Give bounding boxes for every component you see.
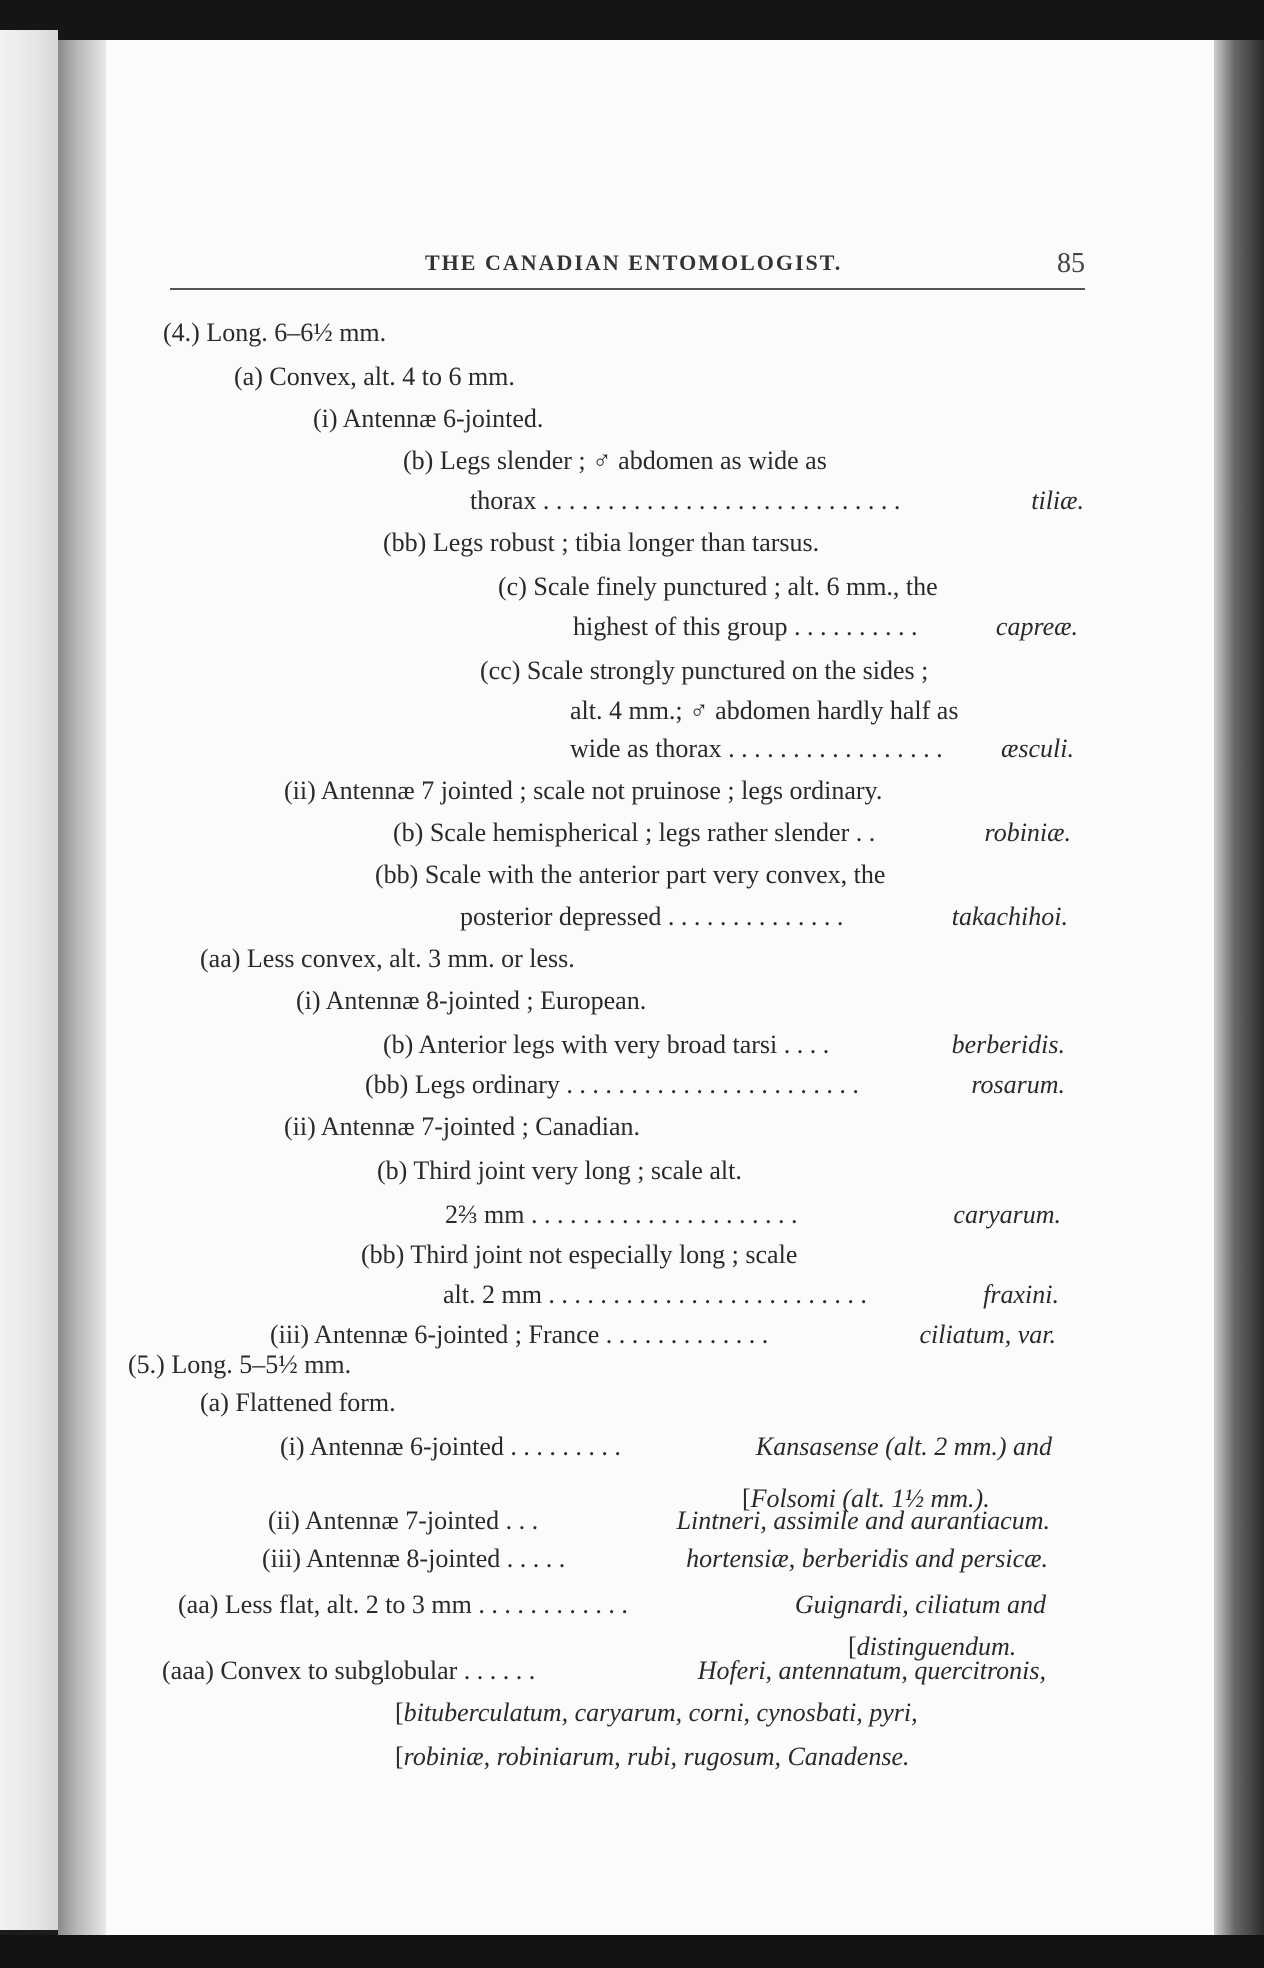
species-name: robiniæ, robiniarum, rubi, rugosum, Canadense. xyxy=(403,1742,910,1771)
key-line: highest of this group . . . . . . . . . . capreæ. xyxy=(573,612,1078,641)
scan-bottom-border xyxy=(0,1935,1264,1968)
key-line: (cc) Scale strongly punctured on the sides ; xyxy=(480,656,929,685)
key-line: [Folsomi (alt. 1½ mm.). xyxy=(742,1484,990,1513)
page-number: 85 xyxy=(1057,248,1085,279)
species-name: distinguendum. xyxy=(856,1632,1017,1661)
key-line: (b) Third joint very long ; scale alt. xyxy=(377,1156,742,1185)
species-name: Lintneri, assimile and aurantiacum. xyxy=(676,1506,1050,1535)
key-line: (i) Antennæ 8-jointed ; European. xyxy=(296,986,647,1015)
scan-left-border xyxy=(0,30,58,1930)
key-line: (aaa) Convex to subglobular . . . . . . Hoferi, antennatum, quercitronis, xyxy=(162,1656,1046,1685)
key-line: 2⅔ mm . . . . . . . . . . . . . . . . . . . . . caryarum. xyxy=(445,1200,1061,1229)
species-name: Folsomi (alt. 1½ mm.). xyxy=(750,1484,990,1513)
key-line: (b) Legs slender ; ♂ abdomen as wide as xyxy=(403,446,827,475)
key-line: (bb) Scale with the anterior part very convex, the xyxy=(375,860,886,889)
key-line: (c) Scale finely punctured ; alt. 6 mm., the xyxy=(498,572,938,601)
key-line: [robiniæ, robiniarum, rubi, rugosum, Canadense. xyxy=(395,1742,910,1771)
key-line: posterior depressed . . . . . . . . . . . . . . takachihoi. xyxy=(460,902,1068,931)
species-name: fraxini. xyxy=(983,1280,1059,1309)
key-line: [distinguendum. xyxy=(848,1632,1017,1661)
key-line: (a) Flattened form. xyxy=(200,1388,396,1417)
species-name: capreæ. xyxy=(995,612,1078,641)
species-name: rosarum. xyxy=(971,1070,1065,1099)
running-title: THE CANADIAN ENTOMOLOGIST. xyxy=(425,250,843,275)
key-line: (b) Anterior legs with very broad tarsi . . . . berberidis. xyxy=(383,1030,1065,1059)
key-line: [bituberculatum, caryarum, corni, cynosbati, pyri, xyxy=(395,1698,918,1727)
key-line: (b) Scale hemispherical ; legs rather slender . . robiniæ. xyxy=(393,818,1071,847)
species-name: Kansasense (alt. 2 mm.) and xyxy=(755,1432,1052,1461)
species-name: tiliæ. xyxy=(1031,486,1084,515)
species-name: caryarum. xyxy=(953,1200,1061,1229)
species-name: berberidis. xyxy=(951,1030,1065,1059)
header-rule xyxy=(170,288,1085,290)
key-line: (a) Convex, alt. 4 to 6 mm. xyxy=(234,362,515,391)
species-name: Hoferi, antennatum, quercitronis, xyxy=(697,1656,1046,1685)
page-gutter-shadow xyxy=(58,40,106,1940)
key-line: (ii) Antennæ 7 jointed ; scale not pruinose ; legs ordinary. xyxy=(284,776,883,805)
key-line: (i) Antennæ 6-jointed . . . . . . . . . Kansasense (alt. 2 mm.) and xyxy=(280,1432,1052,1461)
species-name: hortensiæ, berberidis and persicæ. xyxy=(686,1544,1048,1573)
key-line: thorax . . . . . . . . . . . . . . . . . . . . . . . . . . . . tiliæ. xyxy=(470,486,1084,515)
species-name: robiniæ. xyxy=(984,818,1071,847)
key-line: (aa) Less flat, alt. 2 to 3 mm . . . . . . . . . . . . Guignardi, ciliatum and xyxy=(178,1590,1046,1619)
key-line: (ii) Antennæ 7-jointed ; Canadian. xyxy=(284,1112,640,1141)
page-header xyxy=(0,246,1264,286)
key-line: (aa) Less convex, alt. 3 mm. or less. xyxy=(200,944,575,973)
key-line: (bb) Legs robust ; tibia longer than tarsus. xyxy=(383,528,820,557)
key-line: wide as thorax . . . . . . . . . . . . . . . . . æsculi. xyxy=(570,734,1074,763)
species-name: takachihoi. xyxy=(951,902,1068,931)
key-line: (ii) Antennæ 7-jointed . . . Lintneri, assimile and aurantiacum. xyxy=(268,1506,1050,1535)
key-line: (iii) Antennæ 8-jointed . . . . . hortensiæ, berberidis and persicæ. xyxy=(262,1544,1048,1573)
species-name: bituberculatum, caryarum, corni, cynosbati, pyri, xyxy=(403,1698,918,1727)
key-line: alt. 4 mm.; ♂ abdomen hardly half as xyxy=(570,696,959,725)
key-line: (iii) Antennæ 6-jointed ; France . . . . . . . . . . . . . ciliatum, var. xyxy=(270,1320,1056,1349)
species-name: æsculi. xyxy=(1001,734,1074,763)
page-right-edge xyxy=(1214,40,1264,1968)
key-line: (bb) Third joint not especially long ; scale xyxy=(361,1240,798,1269)
key-line: (4.) Long. 6–6½ mm. xyxy=(163,318,387,347)
key-line: alt. 2 mm . . . . . . . . . . . . . . . . . . . . . . . . . fraxini. xyxy=(443,1280,1059,1309)
species-name: Guignardi, ciliatum and xyxy=(794,1590,1046,1619)
key-line: (5.) Long. 5–5½ mm. xyxy=(128,1350,352,1379)
species-name: ciliatum, var. xyxy=(919,1320,1056,1349)
key-line: (bb) Legs ordinary . . . . . . . . . . . . . . . . . . . . . . . rosarum. xyxy=(365,1070,1065,1099)
key-line: (i) Antennæ 6-jointed. xyxy=(313,404,544,433)
